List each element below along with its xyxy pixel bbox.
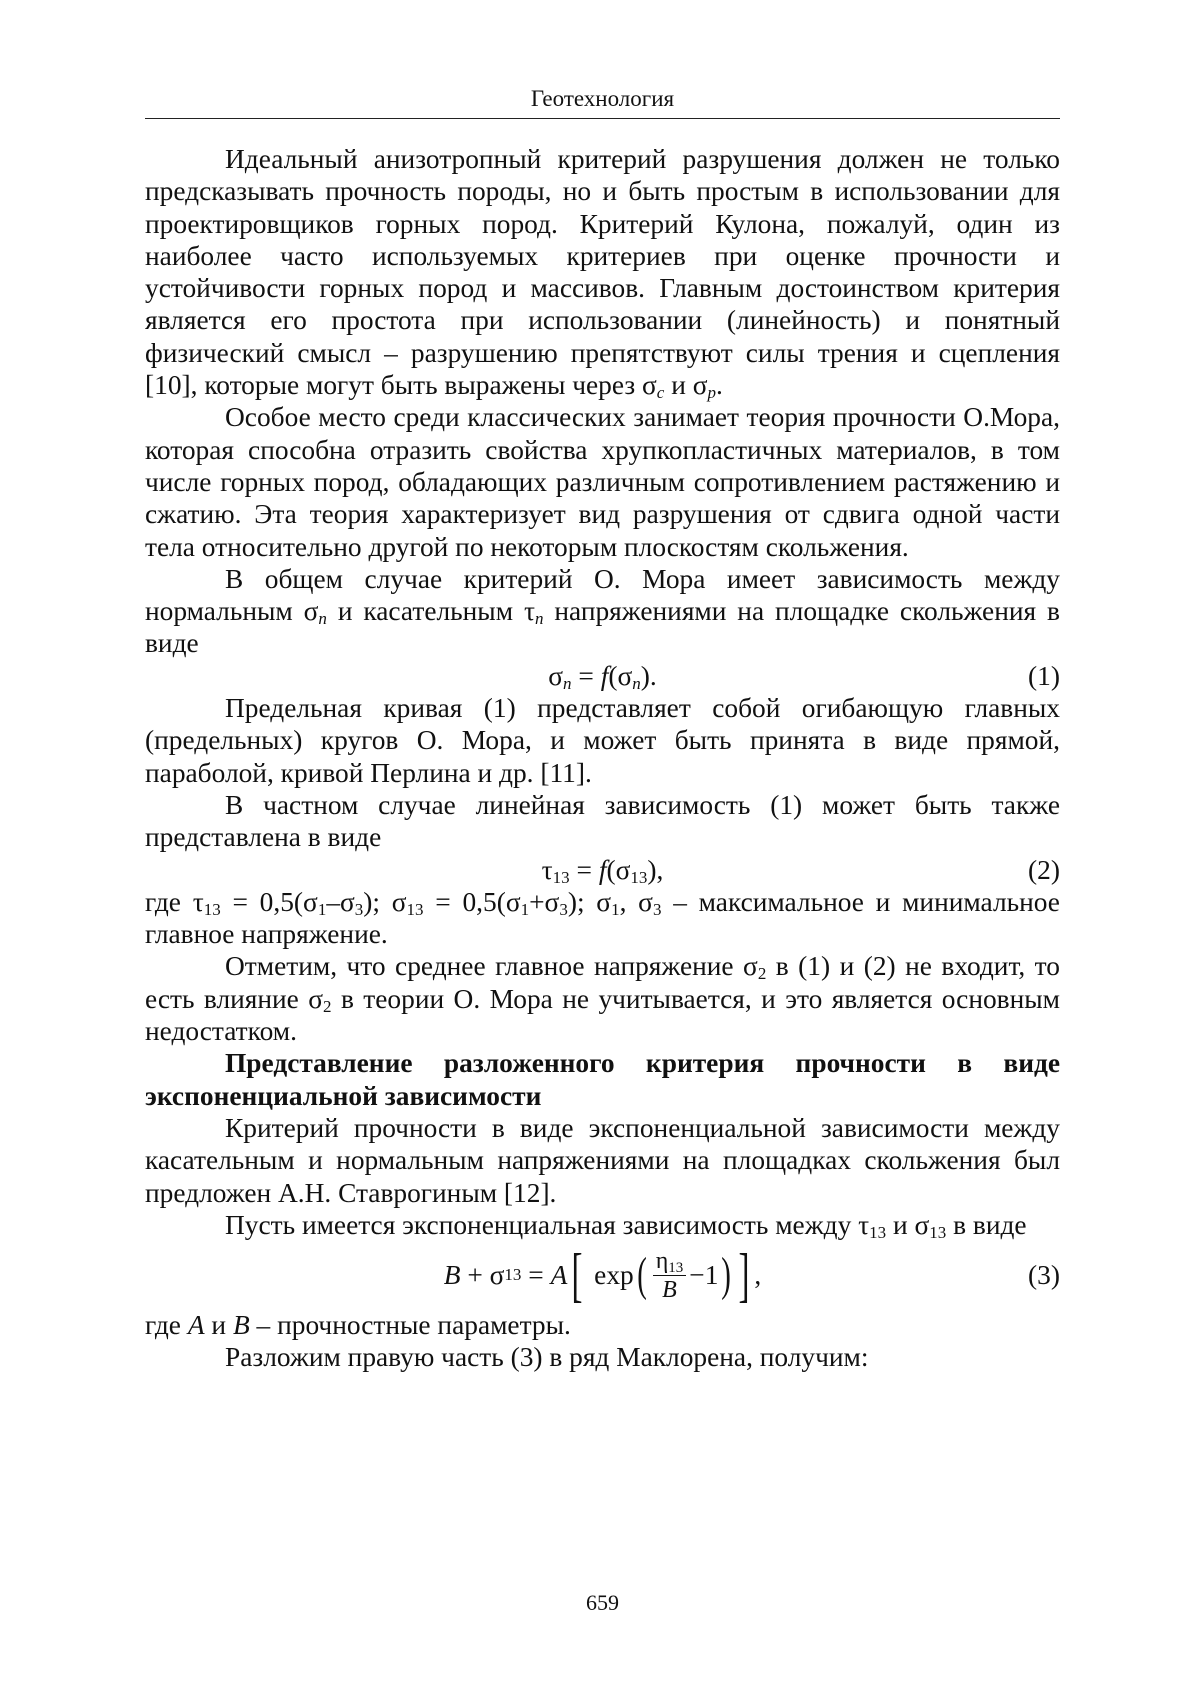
- equation-3-formula: B + σ 13 = A [ exp ( $\frac{\eta_{13}}{B}$ −1 ) ] ,: [443, 1242, 762, 1309]
- equation-3: [145, 1241, 1060, 1309]
- paragraph-where-params: где A и B – прочностные параметры.: [145, 1310, 571, 1341]
- header-rule: [145, 118, 1060, 119]
- equation-2: [145, 854, 1060, 886]
- equation-1: [145, 660, 1060, 692]
- paragraph-linear-case: В частном случае линейная зависимость (1) может быть также представлена в виде: [145, 789, 1060, 853]
- equation-1-number: (1): [1028, 660, 1060, 691]
- paragraph-stavrogin: Критерий прочности в виде экспоненциальной зависимости между касательным и нормальным напряжениями на площадках скольжения был предложен А.Н. Ставрогиным [12].: [145, 1112, 1060, 1208]
- paragraph-mohr-criterion: В общем случае критерий О. Мора имеет зависимость между нормальным $\sigma_n$ и касательным $\tau_n$ напряжениями на площадке скольжения в виде: [145, 563, 1060, 659]
- paragraph-where-tau: где $\tau_{13} = 0,5(\sigma_1-\sigma_3)$; $\sigma_{13} = 0,5(\sigma_1+\sigma_3)$; $\sigma_1$, $\sigma_3$ – максимальное и минимальное главное напряжение.: [145, 886, 1060, 950]
- page-number: 659: [586, 1590, 619, 1615]
- paragraph-coulomb: Идеальный анизотропный критерий разрушения должен не только предсказывать прочность породы, но и быть простым в использовании для проектировщиков горных пород. Критерий Кулона, пожалуй, один из наиболее часто используемых критериев при оценке прочности и устойчивости горных пород и массивов. Главным достоинством критерия является его простота при использовании (линейность) и понятный физический смысл – разрушению препятствуют силы трения и сцепления [10], которые могут быть выражены через $\sigma_c$ и $\sigma_p$.: [145, 144, 1060, 403]
- paragraph-maclaurin: Разложим правую часть (3) в ряд Маклорена, получим:: [225, 1342, 869, 1373]
- equation-1-formula: $\sigma_n = f(\sigma_n)$.: [548, 660, 657, 693]
- paragraph-exp-dependence: Пусть имеется экспоненциальная зависимость между $\tau_{13}$ и $\sigma_{13}$ в виде: [225, 1209, 1027, 1242]
- section-heading: Представление разложенного критерия прочности в виде экспоненциальной зависимости: [145, 1048, 1060, 1111]
- paragraph-mohr-theory: Особое место среди классических занимает теория прочности О.Мора, которая способна отразить свойства хрупкопластичных материалов, в том числе горных пород, обладающих различным сопротивлением растяжению и сжатию. Эта теория характеризует вид разрушения от сдвига одной части тела относительно другой по некоторым плоскостям скольжения.: [145, 402, 1060, 562]
- equation-2-formula: $\tau_{13} = f(\sigma_{13})$,: [541, 854, 664, 887]
- equation-3-number: (3): [1028, 1260, 1060, 1291]
- paragraph-limit-curve: Предельная кривая (1) представляет собой огибающую главных (предельных) кругов О. Мора, и может быть принята в виде прямой, параболой, кривой Перлина и др. [11].: [145, 693, 1060, 788]
- body-text: [145, 143, 1060, 1374]
- paragraph-intermediate-stress: Отметим, что среднее главное напряжение $\sigma_2$ в (1) и (2) не входит, то есть влияние $\sigma_2$ в теории О. Мора не учитывается, и это является основным недостатком.: [145, 951, 1060, 1047]
- equation-3-fraction: $\frac{\eta_{13}}{B}$: [653, 1247, 687, 1304]
- running-title: Геотехнология: [530, 86, 675, 111]
- equation-2-number: (2): [1028, 854, 1060, 885]
